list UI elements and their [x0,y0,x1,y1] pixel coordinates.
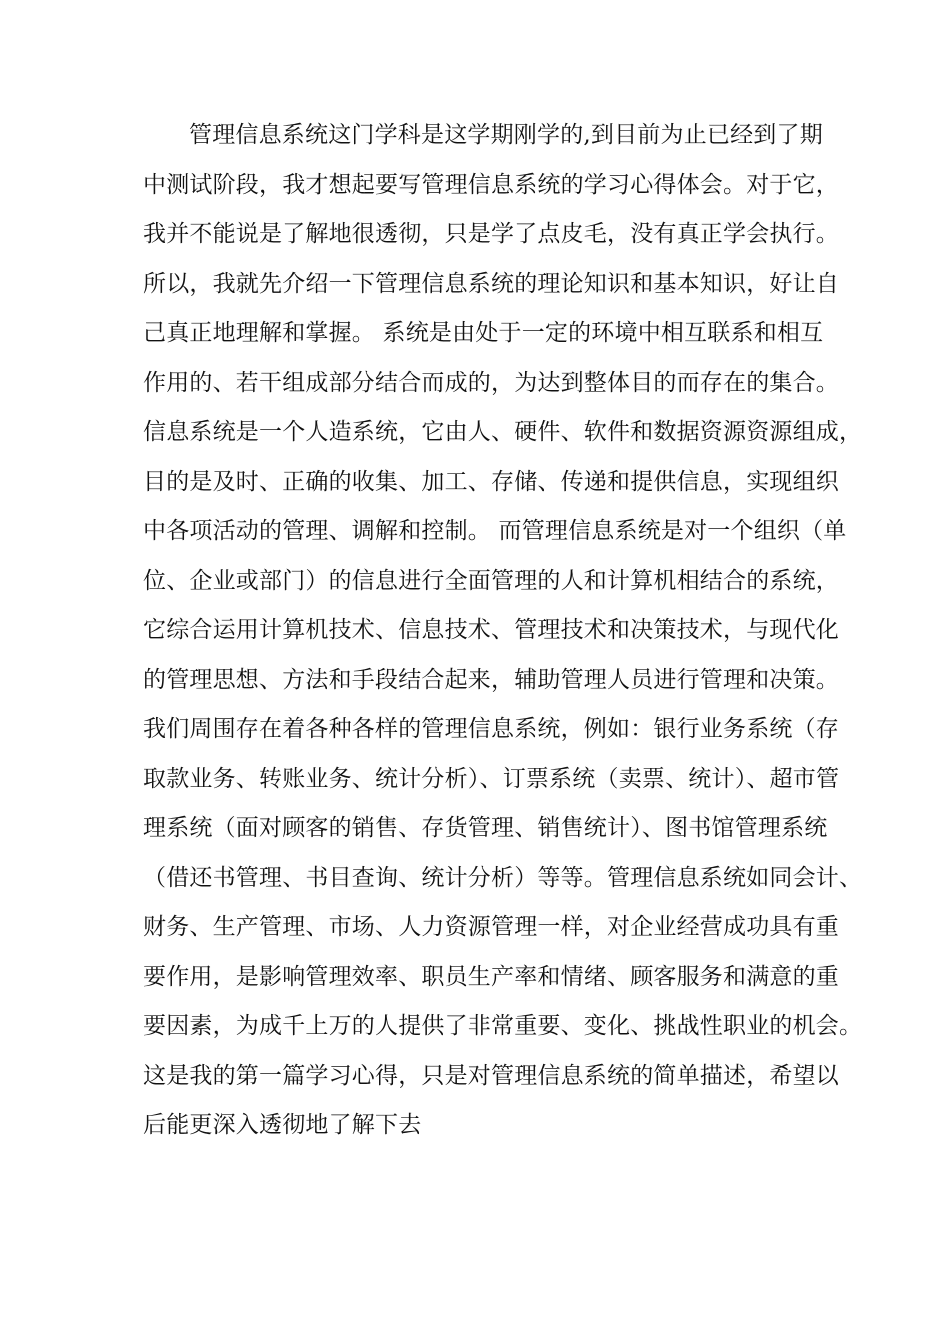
text-line: 取款业务、转账业务、统计分析）、订票系统（卖票、统计）、超市管 [143,765,840,792]
text-line: 要因素，为成千上万的人提供了非常重要、变化、挑战性职业的机会。 [143,1013,863,1039]
text-line: 它综合运用计算机技术、信息技术、管理技术和决策技术，与现代化 [143,617,839,643]
text-line: 管理信息系统这门学科是这学期刚学的,到目前为止已经到了期 [189,122,823,148]
text-line: 中各项活动的管理、调解和控制。 而管理信息系统是对一个组织（单 [143,518,847,544]
essay-paragraph [143,116,863,1156]
text-line: 后能更深入透彻地了解下去 [143,1112,422,1138]
text-line: 作用的、若干组成部分结合而成的，为达到整体目的而存在的集合。 [143,369,839,396]
text-line: 我们周围存在着各种各样的管理信息系统，例如：银行业务系统（存 [143,716,839,742]
text-line: 的管理思想、方法和手段结合起来，辅助管理人员进行管理和决策。 [143,666,839,693]
text-line: 我并不能说是了解地很透彻，只是学了点皮毛，没有真正学会执行。 [143,221,839,247]
text-line: 目的是及时、正确的收集、加工、存储、传递和提供信息，实现组织 [143,468,839,495]
text-line: 信息系统是一个人造系统，它由人、硬件、软件和数据资源资源组成， [143,419,863,445]
text-line: 位、企业或部门）的信息进行全面管理的人和计算机相结合的系统， [143,567,839,594]
text-line: 理系统（面对顾客的销售、存货管理、销售统计）、图书馆管理系统 [143,815,828,841]
text-line: 要作用，是影响管理效率、职员生产率和情绪、顾客服务和满意的重 [143,963,839,990]
text-line: 己真正地理解和掌握。 系统是由处于一定的环境中相互联系和相互 [143,320,824,346]
text-line: （借还书管理、书目查询、统计分析）等等。管理信息系统如同会计、 [143,864,863,891]
text-line: 这是我的第一篇学习心得，只是对管理信息系统的简单描述，希望以 [143,1062,839,1089]
text-line: 所以，我就先介绍一下管理信息系统的理论知识和基本知识，好让自 [143,270,839,297]
text-line: 财务、生产管理、市场、人力资源管理一样，对企业经营成功具有重 [143,914,839,940]
text-line: 中测试阶段，我才想起要写管理信息系统的学习心得体会。对于它， [143,171,839,198]
